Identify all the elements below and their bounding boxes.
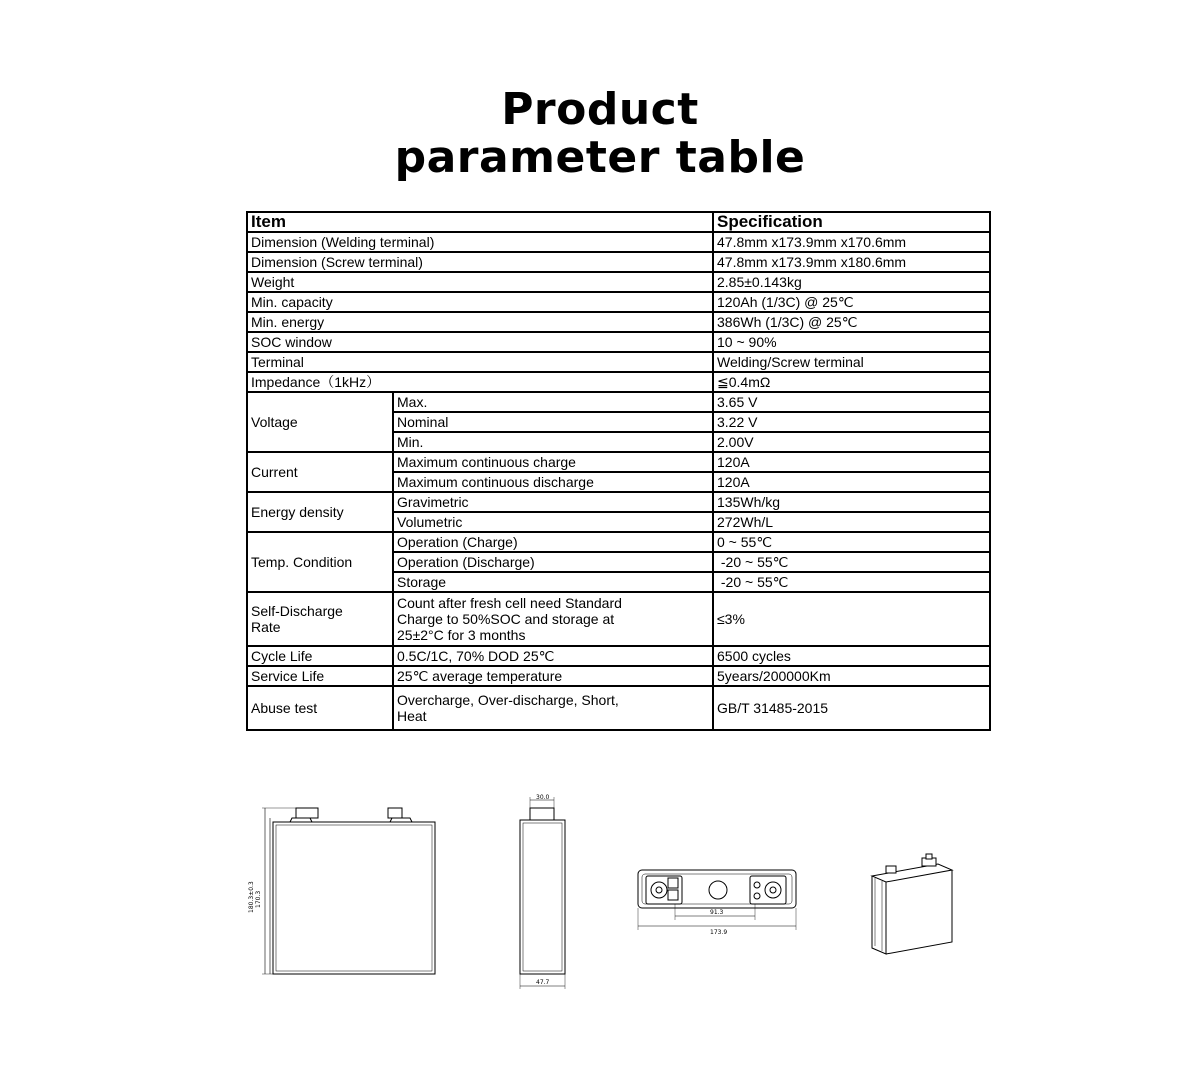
- isometric-view-drawing: [860, 850, 960, 960]
- abuse-desc-2: Heat: [397, 708, 427, 724]
- top-inner-pitch: 91.3: [710, 909, 724, 916]
- row-sub: Maximum continuous discharge: [393, 472, 713, 492]
- title-line-2: parameter table: [394, 132, 806, 183]
- row-sub: Volumetric: [393, 512, 713, 532]
- row-sub: [393, 592, 713, 646]
- row-sub: Nominal: [393, 412, 713, 432]
- table-row: [247, 372, 990, 392]
- table-row: [247, 292, 990, 312]
- row-sub: 25℃ average temperature: [393, 666, 713, 686]
- table-row: [247, 452, 990, 472]
- row-group-item: Current: [247, 452, 393, 492]
- row-spec: 2.85±0.143kg: [713, 272, 990, 292]
- front-view-drawing: [240, 798, 450, 988]
- front-height-outer: 180.3±0.3: [248, 881, 255, 913]
- row-sub: Min.: [393, 432, 713, 452]
- row-spec: 0 ~ 55℃: [713, 532, 990, 552]
- row-spec: 5years/200000Km: [713, 666, 990, 686]
- self-discharge-line-2: Rate: [251, 619, 281, 635]
- technical-drawings: [0, 790, 1200, 1010]
- row-group-item: Temp. Condition: [247, 532, 393, 592]
- table-header-row: [247, 212, 990, 232]
- side-view-drawing: [510, 794, 580, 994]
- row-spec: -20 ~ 55℃: [713, 552, 990, 572]
- table-row: [247, 492, 990, 512]
- side-bottom-width: 47.7: [536, 979, 550, 986]
- row-spec: ≦0.4mΩ: [713, 372, 990, 392]
- parameter-table: [246, 211, 991, 731]
- page-title: [0, 86, 1200, 182]
- row-spec: 386Wh (1/3C) @ 25℃: [713, 312, 990, 332]
- row-spec: 47.8mm x173.9mm x170.6mm: [713, 232, 990, 252]
- table-row: [247, 272, 990, 292]
- top-overall-width: 173.9: [710, 929, 728, 936]
- row-item: Service Life: [247, 666, 393, 686]
- row-item: Dimension (Welding terminal): [247, 232, 713, 252]
- self-discharge-line-1: Self-Discharge: [251, 603, 343, 619]
- row-item: Terminal: [247, 352, 713, 372]
- table-row: [247, 392, 990, 412]
- front-height-inner: 170.3: [255, 890, 262, 908]
- table-row: [247, 532, 990, 552]
- row-sub: [393, 686, 713, 730]
- abuse-desc-1: Overcharge, Over-discharge, Short,: [397, 692, 619, 708]
- row-item: SOC window: [247, 332, 713, 352]
- row-spec: Welding/Screw terminal: [713, 352, 990, 372]
- table-row: [247, 252, 990, 272]
- row-spec: 6500 cycles: [713, 646, 990, 666]
- row-spec: 3.22 V: [713, 412, 990, 432]
- row-sub: Operation (Discharge): [393, 552, 713, 572]
- row-item: Min. capacity: [247, 292, 713, 312]
- table-row: [247, 592, 990, 646]
- table-row: [247, 312, 990, 332]
- row-sub: Max.: [393, 392, 713, 412]
- row-spec: 3.65 V: [713, 392, 990, 412]
- self-discharge-desc-1: Count after fresh cell need Standard: [397, 595, 622, 611]
- row-spec: 272Wh/L: [713, 512, 990, 532]
- table-row: [247, 686, 990, 730]
- row-spec: 2.00V: [713, 432, 990, 452]
- row-spec: 120Ah (1/3C) @ 25℃: [713, 292, 990, 312]
- row-sub: 0.5C/1C, 70% DOD 25℃: [393, 646, 713, 666]
- row-item: Min. energy: [247, 312, 713, 332]
- row-spec: -20 ~ 55℃: [713, 572, 990, 592]
- row-sub: Storage: [393, 572, 713, 592]
- table-row: [247, 666, 990, 686]
- row-group-item: Voltage: [247, 392, 393, 452]
- row-spec: 47.8mm x173.9mm x180.6mm: [713, 252, 990, 272]
- row-item: [247, 592, 393, 646]
- self-discharge-desc-3: 25±2°C for 3 months: [397, 627, 526, 643]
- row-item: Weight: [247, 272, 713, 292]
- header-item: Item: [247, 212, 713, 232]
- row-sub: Operation (Charge): [393, 532, 713, 552]
- row-sub: Gravimetric: [393, 492, 713, 512]
- table-row: [247, 352, 990, 372]
- row-spec: GB/T 31485-2015: [713, 686, 990, 730]
- row-group-item: Energy density: [247, 492, 393, 532]
- row-spec: 10 ~ 90%: [713, 332, 990, 352]
- table-row: [247, 646, 990, 666]
- self-discharge-desc-2: Charge to 50%SOC and storage at: [397, 611, 615, 627]
- row-item: Dimension (Screw terminal): [247, 252, 713, 272]
- row-item: Abuse test: [247, 686, 393, 730]
- table-row: [247, 332, 990, 352]
- row-item: Cycle Life: [247, 646, 393, 666]
- title-line-1: Product: [501, 84, 699, 135]
- header-specification: Specification: [713, 212, 990, 232]
- table-row: [247, 232, 990, 252]
- row-item: Impedance（1kHz）: [247, 372, 713, 392]
- side-top-width: 30.0: [536, 794, 550, 801]
- top-view-drawing: [630, 860, 810, 950]
- row-sub: Maximum continuous charge: [393, 452, 713, 472]
- row-spec: 120A: [713, 472, 990, 492]
- row-spec: 135Wh/kg: [713, 492, 990, 512]
- row-spec: ≤3%: [713, 592, 990, 646]
- row-spec: 120A: [713, 452, 990, 472]
